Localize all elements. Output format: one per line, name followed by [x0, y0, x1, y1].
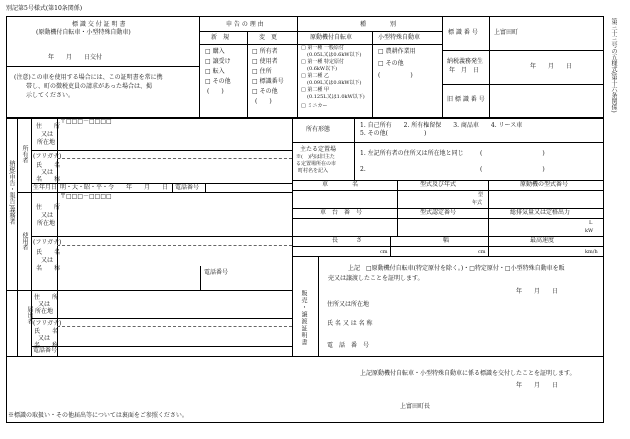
owner-birth-value[interactable]: 明・大・昭・平・令 年 月 日	[60, 184, 169, 191]
notice-line1: (注意)この車を使用する場合には、この証明書を常に携	[14, 74, 163, 81]
vehicle-width-label: 幅	[443, 237, 450, 244]
change-owner-checkbox[interactable]: □ 所有者	[252, 48, 278, 55]
submitter-kana-label: (フリガナ)	[33, 320, 62, 327]
owner-name-label2: 又は	[41, 169, 54, 176]
notice-line3: 示してください。	[26, 92, 75, 99]
submitter-name-label2: 又は	[38, 335, 51, 342]
owner-address-label2: 又は	[41, 131, 54, 138]
user-address-label3: 所在地	[37, 220, 56, 227]
tax-date-label-1: 納税義務発生	[447, 58, 484, 65]
ownership-label: 所有形態	[306, 126, 331, 133]
vehicle-name-label: 車 名	[322, 181, 359, 188]
transfer-line1[interactable]: 上記 □原動機付自転車(特定原付を除く。)・□特定原付・□小型特殊自動車を販	[348, 265, 565, 272]
user-label: 使用者	[21, 232, 28, 250]
new-transfer-checkbox[interactable]: □ 譲受け	[205, 58, 231, 65]
issue-cert-date[interactable]: 年 月 日	[516, 382, 559, 389]
change-user-checkbox[interactable]: □ 使用者	[252, 58, 278, 65]
motor-type-2-ko[interactable]: □ 第二種 甲	[301, 87, 329, 93]
special-farming-checkbox[interactable]: □ 農耕作業用	[378, 48, 416, 55]
new-other-checkbox[interactable]: □ その他	[205, 78, 231, 85]
storage-opt2[interactable]: 2.	[360, 166, 366, 173]
owner-kana-label: (フリガナ)	[33, 153, 62, 160]
submitter-address-label3: 所在地	[35, 308, 54, 315]
motor-type-1-general-spec: (0.05L又は0.6kW以下)	[307, 52, 362, 58]
motor-type-2-otsu[interactable]: □ 第二種 乙	[301, 73, 329, 79]
user-address-label: 住 所	[36, 204, 61, 211]
reason-header: 申 告 の 理 由	[226, 21, 264, 28]
storage-label-4: 町村名を記入	[298, 168, 329, 174]
footer-note: ※標識の取扱い・その他届出等については裏面をご参照ください。	[8, 412, 188, 419]
submitter-label: 届出者	[26, 306, 33, 324]
plate-number-value[interactable]: 上富田町	[494, 29, 519, 36]
taxpayer-group-label: 納税(申告・報告)義務者	[8, 160, 15, 225]
unit-cm-1: cm	[380, 249, 388, 255]
submitter-address-label: 住 所	[34, 294, 59, 301]
submitter-address-label2: 又は	[38, 301, 51, 308]
transfer-label: 販売・譲渡証明書	[300, 290, 307, 346]
vehicle-cert-label: 型式認定番号	[420, 209, 457, 216]
vehicle-speed-label: 最高速度	[530, 237, 555, 244]
storage-label-1: 主たる定置場	[300, 146, 337, 153]
storage-paren-1: ( )	[480, 150, 545, 157]
owner-name-label3: 名 称	[36, 176, 61, 183]
vehicle-disp-label: 総排気量又は定格出力	[510, 209, 571, 216]
vehicle-length-label: 長 さ	[332, 237, 363, 244]
notice-line2: 帯し、町の徴税吏員の請求があった場合は、掲	[26, 83, 152, 90]
owner-address-label3: 所在地	[37, 139, 56, 146]
ownership-options[interactable]: 1. 自己所有 2. 所有権留保 3. 商品車 4. リース車	[360, 122, 523, 129]
new-other-paren: ( )	[207, 88, 224, 95]
title-line2: (原動機付自転車・小型特殊自動車)	[36, 29, 131, 36]
side-note: 第三十三号の五様式(第十六条関係)	[610, 18, 617, 113]
mayor-label: 上富田町長	[400, 403, 431, 410]
form-label: 別記第5号様式(第10条関係)	[6, 5, 83, 12]
vehicle-type-label: 型	[478, 192, 484, 198]
transfer-date[interactable]: 年 月 日	[516, 288, 559, 295]
type-header: 種 別	[360, 21, 397, 28]
vehicle-engine-label: 原動機の型式番号	[520, 181, 569, 188]
new-move-in-checkbox[interactable]: □ 転入	[205, 68, 225, 75]
type-col-special: 小型特殊自動車	[378, 34, 421, 41]
user-name-label3: 名 称	[36, 265, 61, 272]
issue-date: 年 月 日交付	[48, 54, 103, 61]
user-address-label2: 又は	[41, 212, 54, 219]
unit-l: L	[589, 220, 593, 226]
old-plate-label: 旧 標 識 番 号	[447, 96, 485, 103]
vehicle-model-label: 型式及び年式	[420, 181, 457, 188]
unit-kmh: km/h	[585, 249, 598, 255]
reason-col-change: 変 更	[259, 34, 278, 41]
change-plate-checkbox[interactable]: □ 標識番号	[252, 78, 284, 85]
change-other-paren: ( )	[255, 98, 272, 105]
reason-col-new: 新 規	[211, 34, 230, 41]
storage-opt1[interactable]: 1. 左記所有者の住所又は所在地と同じ	[360, 150, 464, 157]
owner-postal[interactable]: 〒□□□－□□□□	[60, 118, 112, 125]
motor-type-1-special-spec: (0.6kW以下)	[307, 66, 338, 72]
storage-label-3: る定置場所在の市	[296, 161, 337, 167]
motor-type-2-ko-spec: (0.125L又は1.0kW以下)	[307, 94, 365, 100]
special-other-paren: ( )	[378, 72, 413, 79]
unit-kw: kW	[585, 228, 594, 234]
change-address-checkbox[interactable]: □ 住所	[252, 68, 272, 75]
vehicle-year-label: 年式	[472, 200, 483, 206]
user-postal[interactable]: 〒□□□－□□□□	[60, 193, 112, 200]
transfer-line2: 売又は譲渡したことを証明します。	[328, 275, 424, 282]
motor-type-1-special[interactable]: □ 第一種 特定原付	[301, 59, 344, 65]
ownership-option5[interactable]: 5. その他( )	[360, 130, 427, 137]
storage-label-2: ※( )内は旧主た	[296, 154, 335, 160]
owner-birth-label: 生年月日	[33, 184, 58, 191]
transfer-name-label: 氏 名 又 は 名 称	[327, 320, 373, 327]
submitter-name-label3: 名 称	[34, 342, 59, 349]
owner-name-label: 氏 名	[36, 162, 61, 169]
type-col-motor: 原動機付自転車	[310, 34, 353, 41]
user-kana-label: (フリガナ)	[33, 239, 62, 246]
special-other-checkbox[interactable]: □ その他	[378, 60, 404, 67]
tax-date-value[interactable]: 年 月 日	[530, 63, 573, 70]
user-name-label: 氏 名	[36, 249, 61, 256]
motor-type-minicar[interactable]: □ ミニカー	[301, 103, 328, 109]
transfer-phone-label: 電 話 番 号	[327, 342, 370, 349]
vehicle-frame-label: 車 台 番 号	[320, 209, 363, 216]
submitter-phone-label: 電話番号	[33, 347, 58, 354]
submitter-name-label: 氏 名	[34, 328, 59, 335]
change-other-checkbox[interactable]: □ その他	[252, 88, 278, 95]
new-purchase-checkbox[interactable]: □ 購入	[205, 48, 225, 55]
title-line1: 標 識 交 付 証 明 書	[72, 21, 126, 28]
unit-cm-2: cm	[478, 249, 486, 255]
owner-label: 所有者	[21, 145, 28, 163]
user-phone-label: 電話番号	[204, 269, 229, 276]
storage-paren-2: ( )	[480, 166, 545, 173]
owner-address-label: 住 所	[36, 123, 61, 130]
issue-certification: 上記原動機付自転車・小型特殊自動車に係る標識を交付したことを証明します。	[360, 370, 576, 377]
plate-number-label: 標 識 番 号	[448, 29, 478, 36]
motor-type-2-otsu-spec: (0.09L又は0.8kW以下)	[307, 80, 362, 86]
motor-type-1-general[interactable]: □ 第一種 一般原付	[301, 45, 344, 51]
user-name-label2: 又は	[41, 257, 54, 264]
tax-date-label-2: 年 月 日	[449, 67, 480, 74]
transfer-address-label: 住所又は所在地	[327, 301, 370, 308]
owner-phone-label: 電話番号	[175, 184, 200, 191]
